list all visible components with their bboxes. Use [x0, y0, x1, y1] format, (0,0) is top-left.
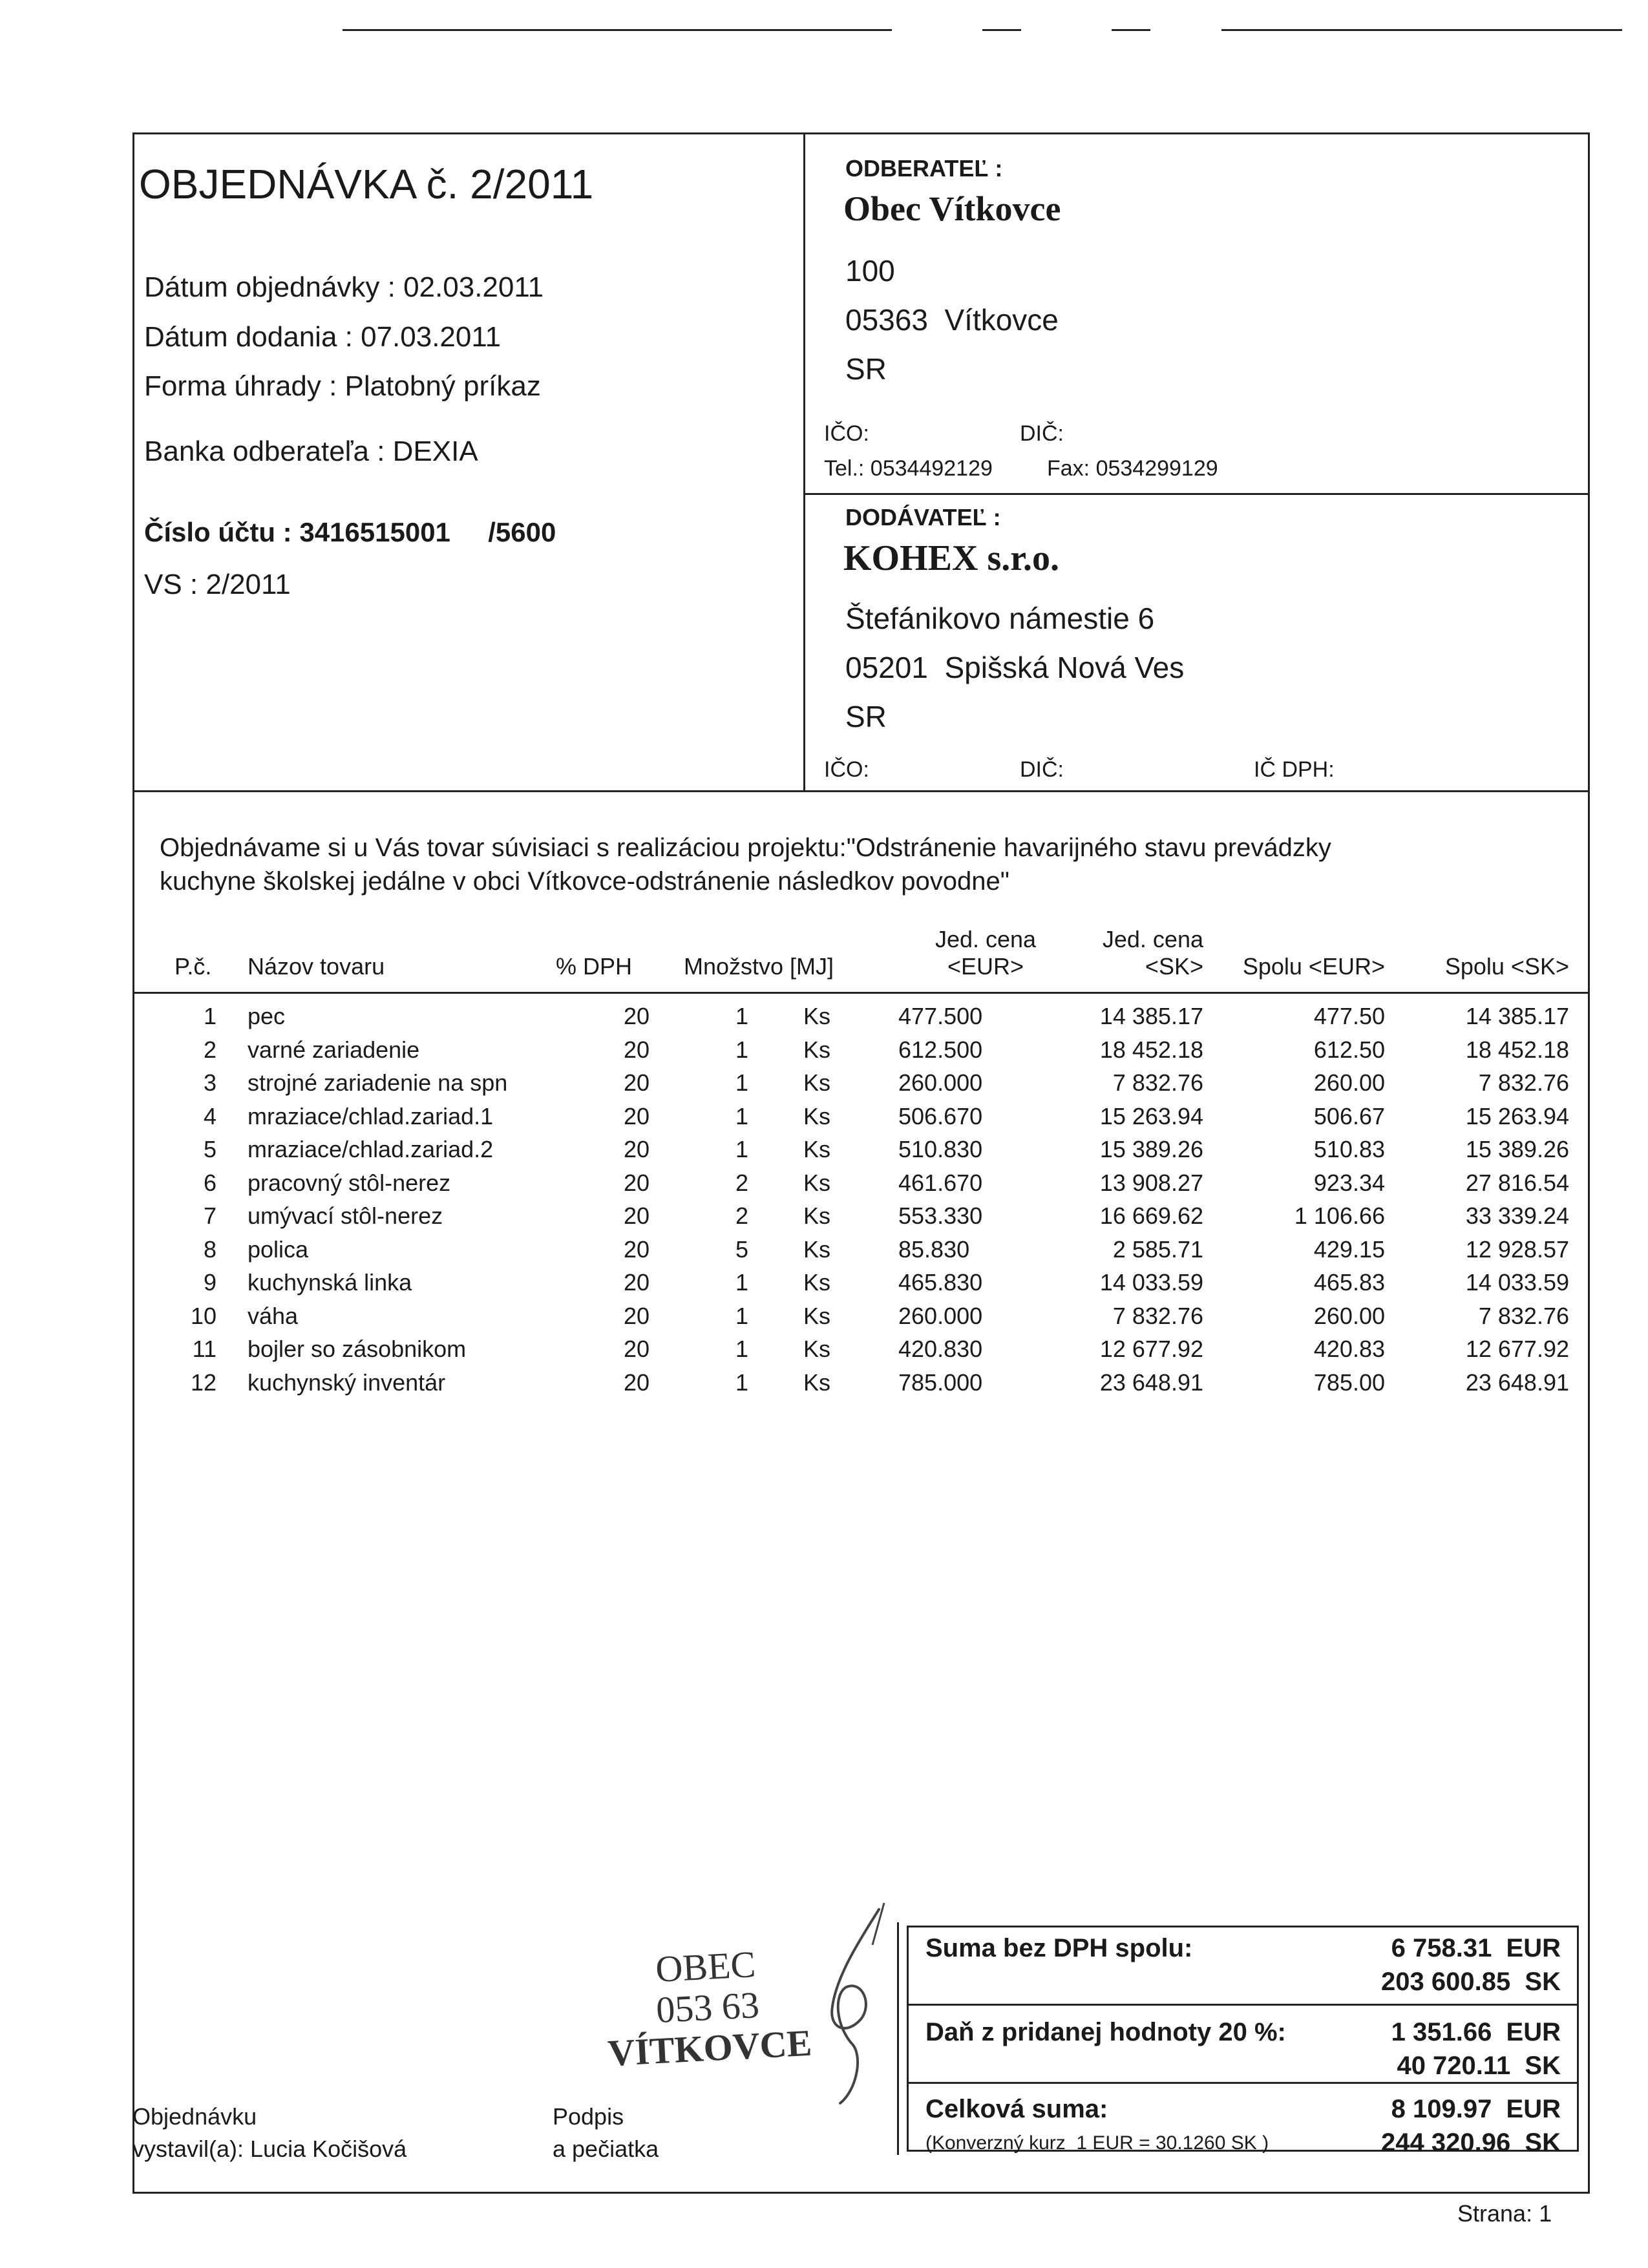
cell-qty: 5: [735, 1236, 748, 1263]
header-unit-sk-1: Jed. cena: [1102, 926, 1203, 952]
table-row: [0, 1336, 1648, 1369]
totals-divider-2: [907, 2082, 1579, 2084]
header-dph: % DPH: [556, 953, 633, 980]
delivery-date: Dátum dodania : 07.03.2011: [144, 321, 502, 353]
customer-street: 100: [845, 254, 895, 288]
header-qty: Množstvo [MJ]: [684, 953, 834, 980]
header-total-sk: Spolu <SK>: [1444, 953, 1569, 980]
cell-unit-eur: 477.500: [898, 1003, 983, 1029]
cell-total-sk: 7 832.76: [1478, 1069, 1569, 1096]
cell-mj: Ks: [803, 1103, 831, 1129]
customer-tel: Tel.: 0534492129: [824, 456, 993, 481]
table-row: [0, 1136, 1648, 1170]
total-eur: 8 109.97 EUR: [1391, 2095, 1561, 2123]
handwritten-signature: [801, 1896, 892, 2116]
cell-pc: 3: [203, 1069, 217, 1096]
order-title: OBJEDNÁVKA č. 2/2011: [139, 161, 594, 207]
cell-total-eur: 612.50: [1313, 1036, 1385, 1063]
cell-total-sk: 14 033.59: [1465, 1269, 1569, 1296]
cell-dph: 20: [623, 1336, 650, 1362]
cell-name: kuchynská linka: [248, 1269, 412, 1296]
cell-mj: Ks: [803, 1202, 831, 1229]
exchange-rate-note: (Konverzný kurz 1 EUR = 30.1260 SK ): [925, 2132, 1269, 2154]
cell-name: pracovný stôl-nerez: [248, 1170, 451, 1196]
cell-unit-sk: 14 385.17: [1099, 1003, 1203, 1029]
customer-name: Obec Vítkovce: [843, 189, 1061, 228]
order-date: Dátum objednávky : 02.03.2011: [144, 271, 544, 303]
top-rule-4: [1221, 29, 1622, 31]
issued-by-line-2: vystavil(a): Lucia Kočišová: [132, 2136, 407, 2162]
table-row: [0, 1103, 1648, 1137]
cell-total-eur: 785.00: [1313, 1369, 1385, 1396]
cell-total-eur: 477.50: [1313, 1003, 1385, 1029]
cell-unit-sk: 13 908.27: [1099, 1170, 1203, 1196]
cell-unit-sk: 15 389.26: [1099, 1136, 1203, 1162]
cell-dph: 20: [623, 1103, 650, 1129]
cell-unit-sk: 12 677.92: [1099, 1336, 1203, 1362]
supplier-ico: IČO:: [824, 757, 869, 782]
cell-name: mraziace/chlad.zariad.1: [248, 1103, 494, 1129]
cell-total-eur: 420.83: [1313, 1336, 1385, 1362]
cell-unit-sk: 2 585.71: [1112, 1236, 1203, 1263]
cell-mj: Ks: [803, 1336, 831, 1362]
cell-qty: 1: [735, 1303, 748, 1329]
cell-name: polica: [248, 1236, 309, 1263]
cell-unit-sk: 7 832.76: [1112, 1303, 1203, 1329]
cell-mj: Ks: [803, 1136, 831, 1162]
supplier-ic-dph: IČ DPH:: [1254, 757, 1335, 782]
cell-mj: Ks: [803, 1236, 831, 1263]
cell-dph: 20: [623, 1236, 650, 1263]
cell-name: kuchynský inventár: [248, 1369, 446, 1396]
cell-mj: Ks: [803, 1303, 831, 1329]
cell-qty: 2: [735, 1170, 748, 1196]
signature-label-1: Podpis: [553, 2103, 624, 2130]
customer-country: SR: [845, 352, 887, 386]
cell-name: varné zariadenie: [248, 1036, 420, 1063]
supplier-label: DODÁVATEĽ :: [845, 504, 1001, 530]
cell-dph: 20: [623, 1036, 650, 1063]
customer-label: ODBERATEĽ :: [845, 155, 1003, 182]
cell-qty: 1: [735, 1003, 748, 1029]
cell-pc: 10: [190, 1303, 217, 1329]
cell-total-sk: 12 928.57: [1465, 1236, 1569, 1263]
cell-name: mraziace/chlad.zariad.2: [248, 1136, 494, 1162]
customer-city: 05363 Vítkovce: [845, 303, 1059, 337]
cell-dph: 20: [623, 1136, 650, 1162]
cell-unit-eur: 465.830: [898, 1269, 983, 1296]
cell-unit-eur: 612.500: [898, 1036, 983, 1063]
cell-pc: 11: [192, 1336, 217, 1362]
customer-supplier-divider: [803, 493, 1590, 495]
stamp-line-1: OBEC: [654, 1943, 757, 1991]
stamp-line-3: VÍTKOVCE: [606, 2021, 813, 2075]
cell-pc: 2: [203, 1036, 217, 1063]
cell-total-sk: 33 339.24: [1465, 1202, 1569, 1229]
cell-total-eur: 1 106.66: [1294, 1202, 1385, 1229]
cell-unit-eur: 553.330: [898, 1202, 983, 1229]
cell-pc: 4: [203, 1103, 217, 1129]
supplier-street: Štefánikovo námestie 6: [845, 602, 1155, 635]
header-pc: P.č.: [174, 953, 212, 980]
vat-eur: 1 351.66 EUR: [1391, 2018, 1561, 2046]
table-row: [0, 1369, 1648, 1403]
table-header-rule: [132, 992, 1590, 994]
header-unit-eur-2: <EUR>: [947, 953, 1024, 980]
cell-total-sk: 18 452.18: [1465, 1036, 1569, 1063]
header-divider-vertical: [803, 132, 805, 792]
cell-pc: 1: [203, 1003, 217, 1029]
table-row: [0, 1170, 1648, 1203]
cell-total-eur: 506.67: [1313, 1103, 1385, 1129]
cell-total-sk: 12 677.92: [1465, 1336, 1569, 1362]
cell-unit-eur: 785.000: [898, 1369, 983, 1396]
stamp-line-2: 053 63: [655, 1983, 761, 2032]
cell-unit-sk: 14 033.59: [1099, 1269, 1203, 1296]
totals-outer-left: [897, 1922, 899, 2155]
page-number: Strana: 1: [1457, 2200, 1552, 2227]
cell-qty: 1: [735, 1269, 748, 1296]
account-number: Číslo účtu : 3416515001 /5600: [144, 517, 556, 547]
cell-name: pec: [248, 1003, 286, 1029]
cell-unit-eur: 461.670: [898, 1170, 983, 1196]
vat-sk: 40 720.11 SK: [1397, 2052, 1561, 2080]
top-rule-3: [1112, 29, 1150, 31]
table-row: [0, 1269, 1648, 1303]
cell-dph: 20: [623, 1003, 650, 1029]
header-unit-sk-2: <SK>: [1145, 953, 1203, 980]
cell-qty: 1: [735, 1369, 748, 1396]
cell-unit-eur: 260.000: [898, 1303, 983, 1329]
cell-total-eur: 429.15: [1313, 1236, 1385, 1263]
cell-dph: 20: [623, 1170, 650, 1196]
top-rule-2: [982, 29, 1021, 31]
signature-label-2: a pečiatka: [553, 2136, 659, 2162]
cell-total-sk: 7 832.76: [1478, 1303, 1569, 1329]
cell-total-sk: 15 263.94: [1465, 1103, 1569, 1129]
supplier-dic: DIČ:: [1020, 757, 1064, 782]
supplier-city: 05201 Spišská Nová Ves: [845, 651, 1185, 684]
cell-total-eur: 465.83: [1313, 1269, 1385, 1296]
cell-total-eur: 260.00: [1313, 1303, 1385, 1329]
header-bottom-rule: [132, 790, 1590, 792]
cell-qty: 1: [735, 1069, 748, 1096]
cell-mj: Ks: [803, 1269, 831, 1296]
cell-mj: Ks: [803, 1369, 831, 1396]
cell-total-eur: 260.00: [1313, 1069, 1385, 1096]
cell-total-sk: 27 816.54: [1465, 1170, 1569, 1196]
cell-total-sk: 14 385.17: [1465, 1003, 1569, 1029]
cell-mj: Ks: [803, 1069, 831, 1096]
bank-name: Banka odberateľa : DEXIA: [144, 436, 478, 467]
supplier-country: SR: [845, 700, 887, 733]
cell-unit-sk: 16 669.62: [1099, 1202, 1203, 1229]
totals-divider-1: [907, 2004, 1579, 2006]
header-unit-eur-1: Jed. cena: [935, 926, 1037, 952]
cell-unit-sk: 7 832.76: [1112, 1069, 1203, 1096]
cell-unit-sk: 23 648.91: [1099, 1369, 1203, 1396]
cell-qty: 1: [735, 1103, 748, 1129]
cell-dph: 20: [623, 1202, 650, 1229]
cell-total-sk: 23 648.91: [1465, 1369, 1569, 1396]
cell-unit-sk: 18 452.18: [1099, 1036, 1203, 1063]
municipal-stamp: [598, 1939, 818, 2075]
table-row: [0, 1303, 1648, 1336]
cell-total-eur: 923.34: [1313, 1170, 1385, 1196]
vat-label: Daň z pridanej hodnoty 20 %:: [925, 2018, 1286, 2046]
cell-name: strojné zariadenie na spn: [248, 1069, 508, 1096]
cell-pc: 7: [203, 1202, 217, 1229]
cell-mj: Ks: [803, 1036, 831, 1063]
issued-by-line-1: Objednávku: [132, 2103, 257, 2130]
table-row: [0, 1069, 1648, 1103]
cell-qty: 1: [735, 1336, 748, 1362]
cell-qty: 1: [735, 1036, 748, 1063]
cell-pc: 12: [190, 1369, 217, 1396]
cell-dph: 20: [623, 1303, 650, 1329]
net-label: Suma bez DPH spolu:: [925, 1934, 1193, 1962]
supplier-name: KOHEX s.r.o.: [843, 538, 1059, 578]
cell-qty: 2: [735, 1202, 748, 1229]
table-row: [0, 1003, 1648, 1036]
cell-unit-eur: 85.830: [898, 1236, 970, 1263]
cell-dph: 20: [623, 1369, 650, 1396]
net-eur: 6 758.31 EUR: [1391, 1934, 1561, 1962]
cell-total-eur: 510.83: [1313, 1136, 1385, 1162]
cell-unit-eur: 260.000: [898, 1069, 983, 1096]
cell-unit-eur: 506.670: [898, 1103, 983, 1129]
cell-qty: 1: [735, 1136, 748, 1162]
customer-dic: DIČ:: [1020, 421, 1064, 446]
cell-dph: 20: [623, 1069, 650, 1096]
top-rule-1: [343, 29, 892, 31]
payment-form: Forma úhrady : Platobný príkaz: [144, 370, 541, 402]
cell-unit-sk: 15 263.94: [1099, 1103, 1203, 1129]
cell-total-sk: 15 389.26: [1465, 1136, 1569, 1162]
cell-name: bojler so zásobnikom: [248, 1336, 467, 1362]
cell-pc: 5: [203, 1136, 217, 1162]
cell-mj: Ks: [803, 1170, 831, 1196]
customer-ico: IČO:: [824, 421, 869, 446]
cell-pc: 9: [203, 1269, 217, 1296]
net-sk: 203 600.85 SK: [1381, 1968, 1561, 1996]
total-sk: 244 320.96 SK: [1381, 2128, 1561, 2157]
customer-fax: Fax: 0534299129: [1047, 456, 1218, 481]
table-row: [0, 1202, 1648, 1236]
intro-line-1: Objednávame si u Vás tovar súvisiaci s realizáciou projektu:"Odstránenie havarijného stavu prevádzky: [160, 834, 1331, 862]
cell-pc: 6: [203, 1170, 217, 1196]
variable-symbol: VS : 2/2011: [144, 569, 291, 600]
cell-mj: Ks: [803, 1003, 831, 1029]
table-row: [0, 1236, 1648, 1270]
intro-line-2: kuchyne školskej jedálne v obci Vítkovce-odstránenie následkov povodne": [160, 867, 1009, 896]
total-label: Celková suma:: [925, 2095, 1108, 2123]
header-total-eur: Spolu <EUR>: [1242, 953, 1385, 980]
table-row: [0, 1036, 1648, 1070]
cell-dph: 20: [623, 1269, 650, 1296]
cell-name: váha: [248, 1303, 299, 1329]
cell-name: umývací stôl-nerez: [248, 1202, 443, 1229]
cell-pc: 8: [203, 1236, 217, 1263]
cell-unit-eur: 510.830: [898, 1136, 983, 1162]
header-name: Názov tovaru: [248, 953, 385, 980]
cell-unit-eur: 420.830: [898, 1336, 983, 1362]
